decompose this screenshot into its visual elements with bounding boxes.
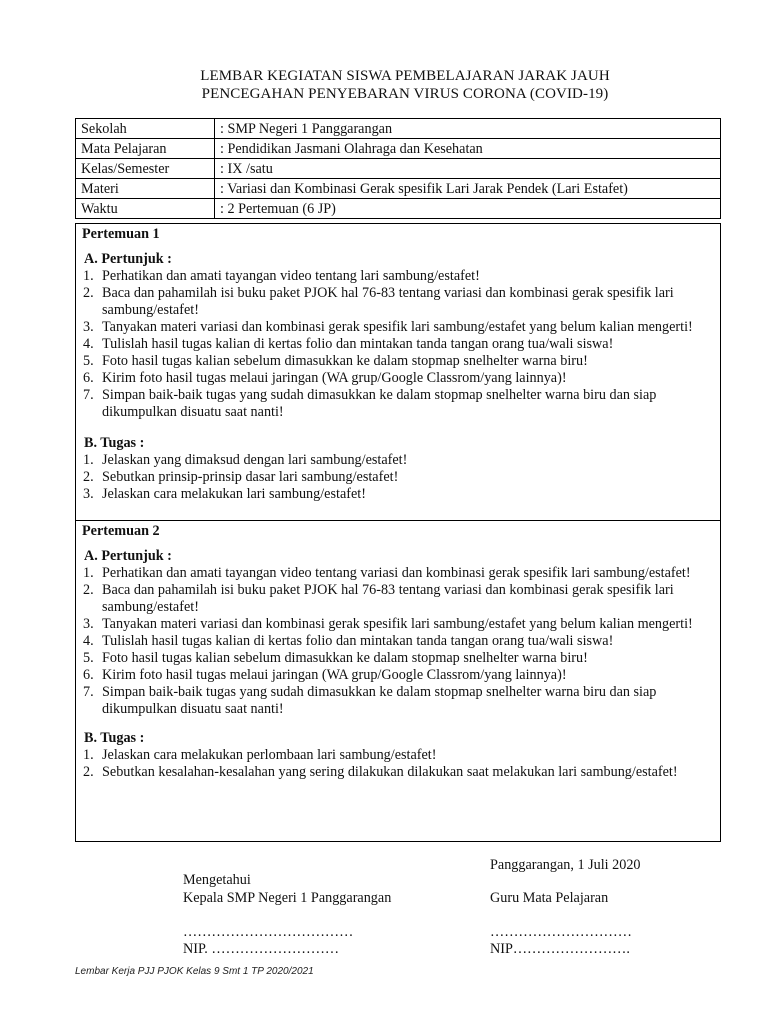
list-item: 5. Foto hasil tugas kalian sebelum dimasukkan ke dalam stopmap snelhelter warna biru! bbox=[83, 353, 588, 369]
list-item: 6. Kirim foto hasil tugas melaui jaringan (WA grup/Google Classrom/yang lainnya)! bbox=[83, 667, 567, 683]
list-item: 2. Sebutkan kesalahan-kesalahan yang sering dilakukan dilakukan saat melakukan lari sambung/estafet! bbox=[83, 764, 678, 780]
title-line-2: PENCEGAHAN PENYEBARAN VIRUS CORONA (COVID-19) bbox=[201, 86, 609, 102]
list-item: 4. Tulislah hasil tugas kalian di kertas folio dan mintakan tanda tangan orang tua/wali siswa! bbox=[83, 336, 614, 352]
list-item: 3. Tanyakan materi variasi dan kombinasi gerak spesifik lari sambung/estafet yang belum kalian mengerti! bbox=[83, 616, 693, 632]
info-row-mata-pelajaran bbox=[76, 139, 721, 159]
list-item: 1. Jelaskan yang dimaksud dengan lari sambung/estafet! bbox=[83, 452, 408, 468]
place-date: Panggarangan, 1 Juli 2020 bbox=[490, 857, 641, 873]
info-label: Kelas/Semester bbox=[76, 159, 215, 179]
list-item: 3. Tanyakan materi variasi dan kombinasi gerak spesifik lari sambung/estafet yang belum kalian mengerti! bbox=[83, 319, 693, 335]
meeting-2-tasks-list bbox=[76, 747, 720, 781]
info-label: Waktu bbox=[76, 199, 215, 219]
meeting-1-tasks-list bbox=[76, 452, 720, 503]
footer-note: Lembar Kerja PJJ PJOK Kelas 9 Smt 1 TP 2020/2021 bbox=[75, 966, 314, 977]
info-row-waktu bbox=[76, 199, 721, 219]
principal-signature-line: ……………………………… bbox=[183, 924, 354, 940]
knowing-label: Mengetahui bbox=[183, 872, 251, 888]
list-item: 2. Sebutkan prinsip-prinsip dasar lari sambung/estafet! bbox=[83, 469, 399, 485]
meeting-1-tasks-title: B. Tugas : bbox=[84, 435, 145, 451]
list-item: 5. Foto hasil tugas kalian sebelum dimasukkan ke dalam stopmap snelhelter warna biru! bbox=[83, 650, 588, 666]
info-row-sekolah bbox=[76, 119, 721, 139]
teacher-nip: NIP……………………. bbox=[490, 941, 630, 957]
teacher-signature-line: ………………………… bbox=[490, 924, 632, 940]
meeting-1-section bbox=[75, 223, 721, 521]
info-value: : Variasi dan Kombinasi Gerak spesifik Lari Jarak Pendek (Lari Estafet) bbox=[215, 179, 721, 199]
info-label: Materi bbox=[76, 179, 215, 199]
info-label: Sekolah bbox=[76, 119, 215, 139]
title-line-1: LEMBAR KEGIATAN SISWA PEMBELAJARAN JARAK JAUH bbox=[200, 68, 610, 84]
list-item: 3. Jelaskan cara melakukan lari sambung/estafet! bbox=[83, 486, 366, 502]
meeting-1-title: Pertemuan 1 bbox=[82, 226, 160, 242]
list-item: 2. Baca dan pahamilah isi buku paket PJOK hal 76-83 tentang variasi dan kombinasi gerak spesifik lari sambung/estafet! bbox=[83, 582, 674, 615]
meeting-2-title: Pertemuan 2 bbox=[82, 523, 160, 539]
info-value: : 2 Pertemuan (6 JP) bbox=[215, 199, 721, 219]
list-item: 4. Tulislah hasil tugas kalian di kertas folio dan mintakan tanda tangan orang tua/wali siswa! bbox=[83, 633, 614, 649]
list-item: 1. Perhatikan dan amati tayangan video tentang lari sambung/estafet! bbox=[83, 268, 480, 284]
list-item: 2. Baca dan pahamilah isi buku paket PJOK hal 76-83 tentang variasi dan kombinasi gerak spesifik lari sambung/estafet! bbox=[83, 285, 674, 318]
info-value: : IX /satu bbox=[215, 159, 721, 179]
meeting-2-tasks-title: B. Tugas : bbox=[84, 730, 145, 746]
meeting-2-section bbox=[75, 520, 721, 842]
list-item: 1. Jelaskan cara melakukan perlombaan lari sambung/estafet! bbox=[83, 747, 437, 763]
principal-nip: NIP. ……………………… bbox=[183, 941, 340, 957]
info-row-kelas-semester bbox=[76, 159, 721, 179]
principal-title: Kepala SMP Negeri 1 Panggarangan bbox=[183, 890, 392, 906]
info-value: : Pendidikan Jasmani Olahraga dan Kesehatan bbox=[215, 139, 721, 159]
teacher-title: Guru Mata Pelajaran bbox=[490, 890, 609, 906]
info-value: : SMP Negeri 1 Panggarangan bbox=[215, 119, 721, 139]
list-item: 7. Simpan baik-baik tugas yang sudah dimasukkan ke dalam stopmap snelhelter warna biru dan siap dikumpulkan disuatu saat nanti! bbox=[83, 684, 657, 717]
info-row-materi bbox=[76, 179, 721, 199]
meeting-2-instructions-title: A. Pertunjuk : bbox=[84, 548, 172, 564]
meeting-1-instructions-title: A. Pertunjuk : bbox=[84, 251, 172, 267]
meeting-1-instructions-list bbox=[76, 268, 720, 421]
info-table bbox=[75, 118, 721, 219]
list-item: 7. Simpan baik-baik tugas yang sudah dimasukkan ke dalam stopmap snelhelter warna biru dan siap dikumpulkan disuatu saat nanti! bbox=[83, 387, 657, 420]
meeting-2-instructions-list bbox=[76, 565, 720, 718]
info-label: Mata Pelajaran bbox=[76, 139, 215, 159]
page-title bbox=[0, 67, 768, 103]
list-item: 1. Perhatikan dan amati tayangan video tentang variasi dan kombinasi gerak spesifik lari sambung/estafet! bbox=[83, 565, 691, 581]
list-item: 6. Kirim foto hasil tugas melaui jaringan (WA grup/Google Classrom/yang lainnya)! bbox=[83, 370, 567, 386]
